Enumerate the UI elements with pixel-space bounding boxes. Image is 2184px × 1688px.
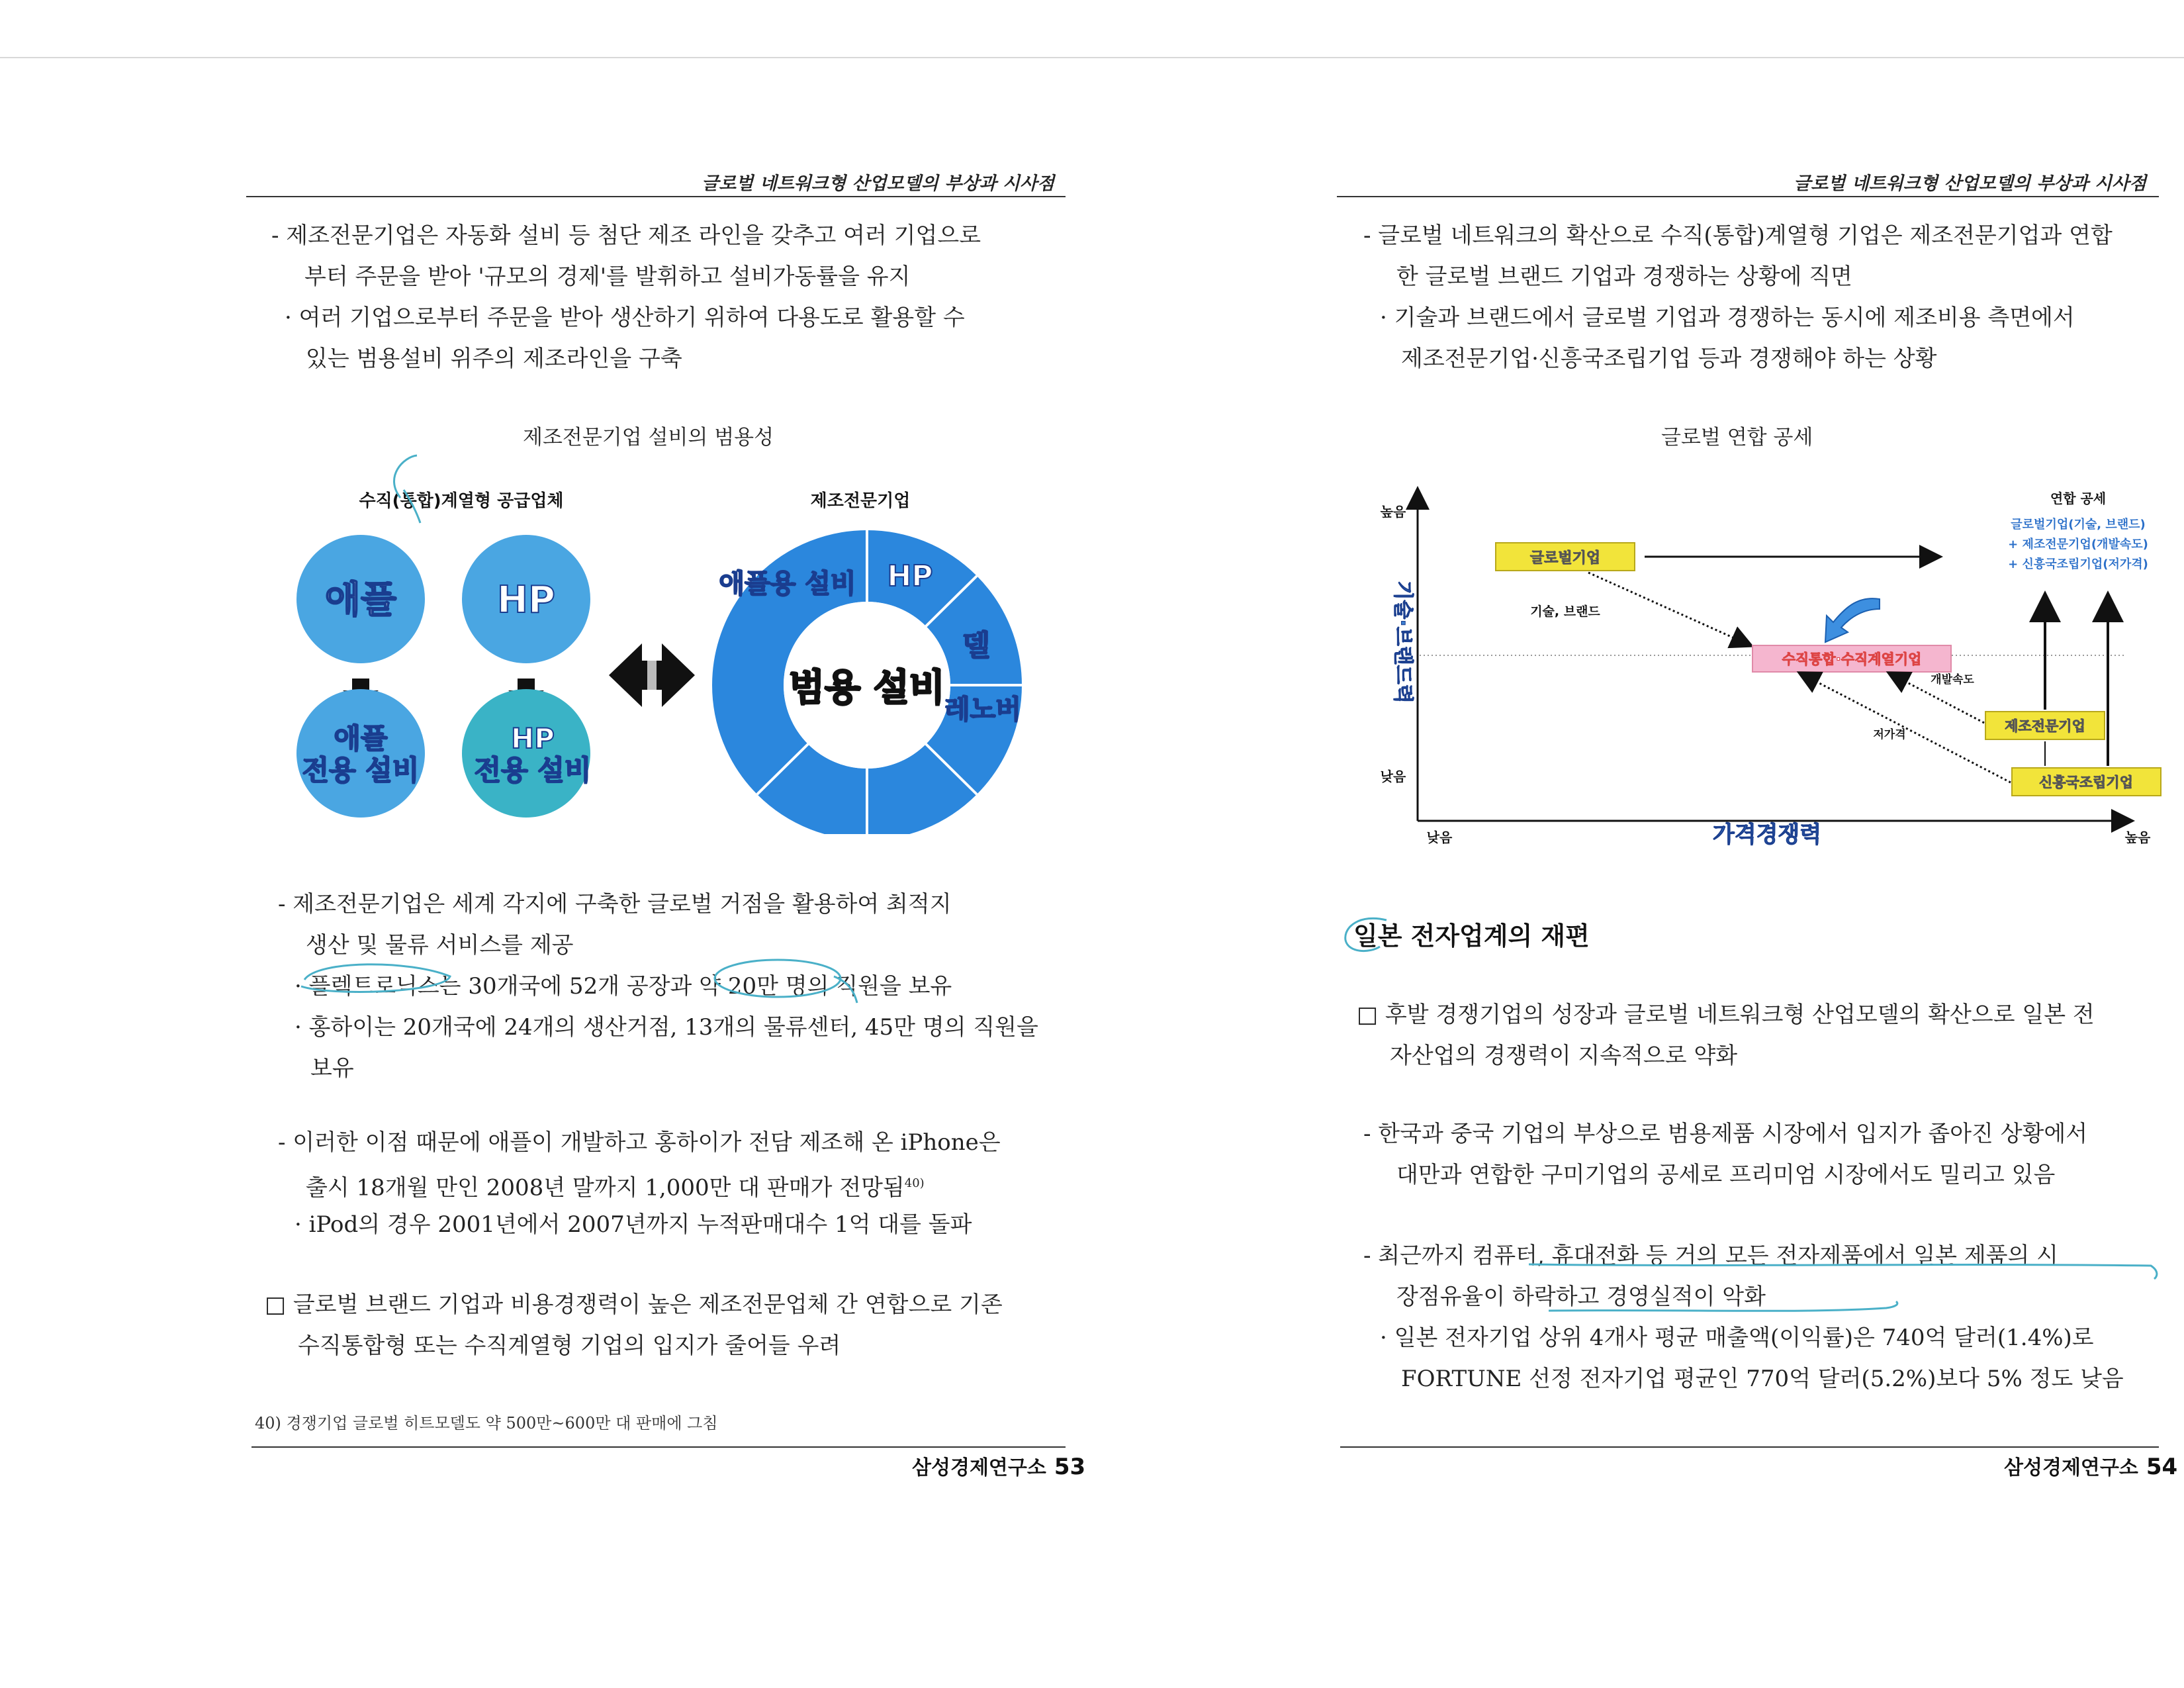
ring-segment-label: 애플용 설비 [719, 569, 856, 599]
y-high-label: 높음 [1380, 504, 1406, 520]
hp-dedicated-label: 전용 설비 [474, 754, 592, 786]
text-line: · 플렉트로닉스는 30개국에 52개 공장과 약 20만 명의 직원을 보유 [295, 973, 952, 1000]
paragraph-5 [295, 1007, 1038, 1089]
text-line: - 제조전문기업은 세계 각지에 구축한 글로벌 거점을 활용하여 최적지 [278, 891, 952, 917]
paragraph-7 [295, 1204, 972, 1245]
text-line: · 일본 전자기업 상위 4개사 평균 매출액(이익률)은 740억 달러(1.4%)로 [1380, 1325, 2094, 1351]
manufacturer-label: 제조전문기업 [810, 491, 911, 511]
hp-label: HP [497, 579, 555, 622]
tech-brand-label: 기술, 브랜드 [1530, 604, 1600, 619]
apple-dedicated-label: 전용 설비 [302, 754, 420, 786]
pressure-arrow-icon [1825, 598, 1880, 642]
mfg-firm-label: 제조전문기업 [2005, 718, 2085, 734]
ring-segment-label: 델 [962, 629, 991, 663]
x-low-label: 낮음 [1426, 829, 1453, 845]
vertical-firm-label: 수직통합·수직계열기업 [1782, 651, 1922, 667]
paragraph-1 [1363, 215, 2113, 297]
figure-title: 제조전문기업 설비의 범용성 [523, 426, 774, 449]
paragraph-1 [271, 215, 981, 297]
footnote-ref: 40) [904, 1176, 925, 1190]
text-line: - 이러한 이점 때문에 애플이 개발하고 홍하이가 전담 제조해 온 iPhone은 [278, 1129, 1001, 1156]
text-line: · 홍하이는 20개국에 24개의 생산거점, 13개의 물류센터, 45만 명의 직원을 [295, 1014, 1038, 1041]
right-page [1092, 0, 2184, 1688]
footer-rule [1340, 1446, 2159, 1448]
footer-rule [251, 1446, 1066, 1448]
double-arrow-icon [609, 643, 695, 707]
text-line: 장점유율이 하락하고 경영실적이 악화 [1396, 1284, 1766, 1310]
text-line-content: 출시 18개월 만인 2008년 말까지 1,000만 대 판매가 전망됨 [306, 1174, 905, 1201]
tech-brand-arrow [1588, 573, 1751, 645]
alliance-title: 연합 공세 [2050, 491, 2107, 506]
alliance-line: 글로벌기업(기술, 브랜드) [2011, 518, 2146, 532]
footer-org: 삼성경제연구소 [2004, 1456, 2138, 1479]
vertical-supplier-label: 수직(통합)계열형 공급업체 [359, 491, 564, 511]
text-line: · 여러 기업으로부터 주문을 받아 생산하기 위하여 다용도로 활용할 수 [285, 305, 965, 331]
ring-segment-label: 레노버 [944, 694, 1021, 725]
apple-label: 애플 [324, 579, 397, 622]
header-rule [246, 196, 1066, 197]
section-title: 일본 전자업계의 재편 [1353, 921, 1590, 951]
text-line: 제조전문기업·신흥국조립기업 등과 경쟁해야 하는 상황 [1401, 346, 1937, 372]
alliance-line: + 신흥국조립기업(저가격) [2008, 557, 2148, 571]
global-alliance-figure [1370, 477, 2164, 847]
text-line [278, 1163, 1001, 1208]
page-footer [912, 1451, 1085, 1480]
ring-center-label: 범용 설비 [789, 667, 945, 710]
text-line: 생산 및 물류 서비스를 제공 [306, 932, 574, 959]
page-number: 53 [1054, 1454, 1086, 1480]
text-line: - 최근까지 컴퓨터, 휴대전화 등 거의 모든 전자제품에서 일본 제품의 시 [1363, 1243, 2059, 1269]
paragraph-3 [278, 884, 952, 966]
dev-speed-label: 개발속도 [1931, 673, 1974, 686]
y-low-label: 낮음 [1380, 769, 1406, 784]
text-line: - 글로벌 네트워크의 확산으로 수직(통합)계열형 기업은 제조전문기업과 연합 [1363, 222, 2113, 249]
general-purpose-equipment-figure [285, 450, 1079, 834]
x-high-label: 높음 [2124, 829, 2151, 845]
page-footer [2004, 1451, 2177, 1480]
paragraph-6 [1380, 1317, 2124, 1399]
paragraph-2 [285, 297, 965, 379]
paragraph-6 [278, 1122, 1001, 1208]
paragraph-8 [265, 1284, 1003, 1366]
figure-title: 글로벌 연합 공세 [1661, 426, 1813, 449]
text-line: 수직통합형 또는 수직계열형 기업의 입지가 줄어들 우려 [298, 1333, 841, 1359]
low-price-label: 저가격 [1873, 728, 1906, 741]
pen-annotation [1529, 1258, 2164, 1317]
y-axis-label: 기술·브랜드력 [1391, 581, 1414, 704]
paragraph-4 [1363, 1113, 2087, 1196]
text-line: □ 후발 경쟁기업의 성장과 글로벌 네트워크형 산업모델의 확산으로 일본 전 [1357, 1002, 2095, 1028]
pen-annotation [1340, 910, 1400, 963]
text-line: 자산업의 경쟁력이 지속적으로 약화 [1390, 1043, 1738, 1069]
alliance-line: + 제조전문기업(개발속도) [2008, 538, 2148, 551]
footnote: 40) 경쟁기업 글로벌 히트모델도 약 500만~600만 대 판매에 그침 [255, 1414, 718, 1432]
footer-org: 삼성경제연구소 [912, 1456, 1046, 1479]
ring-segment-label: HP [887, 559, 933, 593]
paragraph-2 [1380, 297, 2075, 379]
text-line: 부터 주문을 받아 '규모의 경제'를 발휘하고 설비가동률을 유지 [304, 263, 911, 290]
text-line: 대만과 연합한 구미기업의 공세로 프리미엄 시장에서도 밀리고 있음 [1396, 1162, 2056, 1188]
paragraph-3 [1357, 994, 2095, 1076]
pen-annotation [394, 455, 420, 523]
text-line: FORTUNE 선정 전자기업 평균인 770억 달러(5.2%)보다 5% 정도 낮음 [1401, 1366, 2124, 1392]
text-line: - 제조전문기업은 자동화 설비 등 첨단 제조 라인을 갖추고 여러 기업으로 [271, 222, 981, 249]
x-axis-label: 가격경쟁력 [1712, 821, 1822, 847]
page-number: 54 [2146, 1454, 2178, 1480]
text-line: - 한국과 중국 기업의 부상으로 범용제품 시장에서 입지가 좁아진 상황에서 [1363, 1121, 2088, 1147]
hp-dedicated-label: HP [511, 722, 555, 755]
header-rule [1337, 196, 2159, 197]
running-header: 글로벌 네트워크형 산업모델의 부상과 시사점 [702, 173, 1055, 194]
pen-annotation [291, 957, 887, 1009]
text-line: □ 글로벌 브랜드 기업과 비용경쟁력이 높은 제조전문업체 간 연합으로 기존 [265, 1291, 1003, 1318]
apple-dedicated-label: 애플 [334, 722, 388, 755]
text-line: · iPod의 경우 2001년에서 2007년까지 누적판매대수 1억 대를 돌파 [295, 1211, 972, 1238]
text-line: · 기술과 브랜드에서 글로벌 기업과 경쟁하는 동시에 제조비용 측면에서 [1380, 305, 2075, 331]
global-firm-label: 글로벌기업 [1529, 550, 1601, 567]
text-line: 보유 [310, 1055, 354, 1082]
text-line: 한 글로벌 브랜드 기업과 경쟁하는 상황에 직면 [1396, 263, 1852, 290]
running-header: 글로벌 네트워크형 산업모델의 부상과 시사점 [1794, 173, 2147, 194]
text-line: 있는 범용설비 위주의 제조라인을 구축 [306, 346, 682, 372]
emerging-firm-label: 신흥국조립기업 [2038, 774, 2134, 790]
